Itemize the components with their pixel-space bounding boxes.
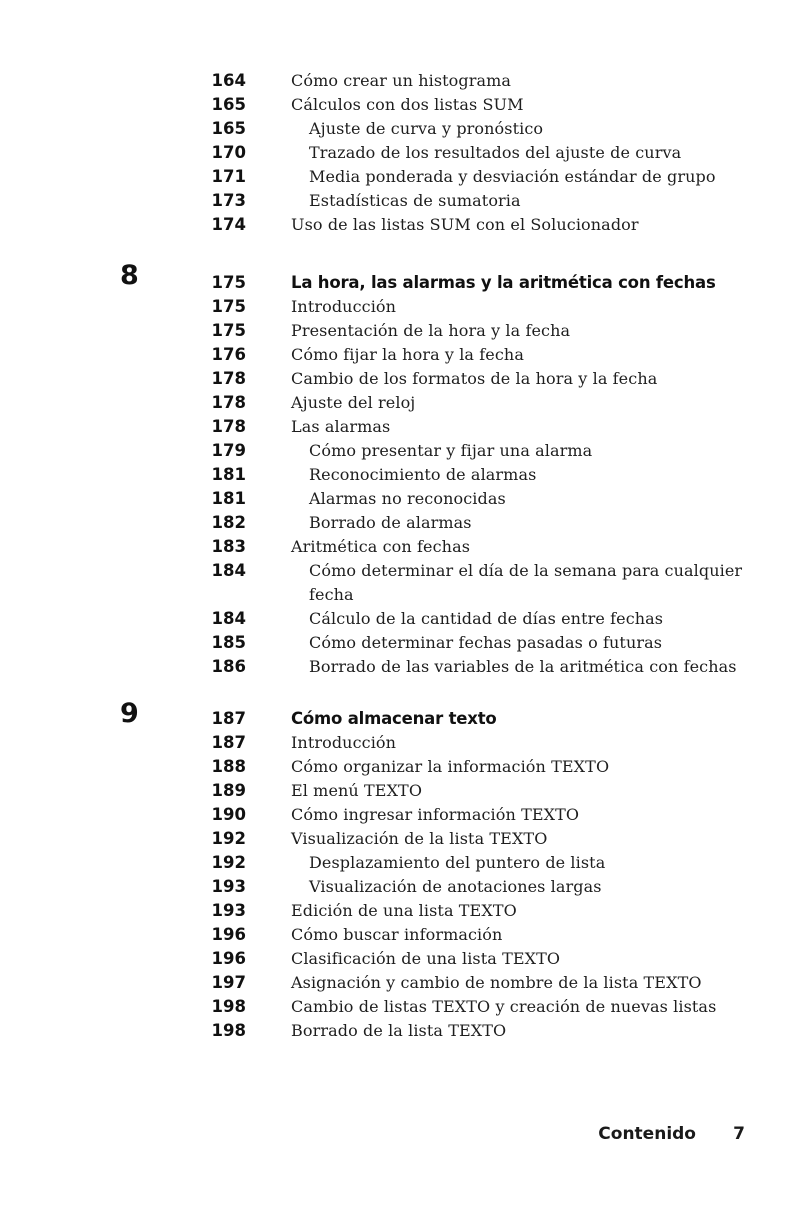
page-number: 196 bbox=[211, 949, 246, 968]
entry-text: Reconocimiento de alarmas bbox=[309, 465, 537, 484]
entry-text: Cómo organizar la información TEXTO bbox=[291, 757, 610, 776]
entry-text: Cómo determinar fechas pasadas o futuras bbox=[309, 633, 663, 652]
page-number: 193 bbox=[211, 901, 246, 920]
toc-row bbox=[0, 439, 793, 463]
page-number: 174 bbox=[211, 215, 246, 234]
entry-text: Cómo determinar el día de la semana para cualquier bbox=[309, 561, 743, 580]
toc-row bbox=[0, 1019, 793, 1043]
page-number: 183 bbox=[211, 537, 246, 556]
toc-row bbox=[0, 487, 793, 511]
toc-chapter-title-row bbox=[0, 707, 793, 731]
toc-chapter-title-row bbox=[0, 271, 793, 295]
page-number: 187 bbox=[211, 733, 246, 752]
toc-chapter-9 bbox=[0, 698, 793, 1043]
page-number: 189 bbox=[211, 781, 246, 800]
toc-row bbox=[0, 511, 793, 535]
page-number: 173 bbox=[211, 191, 246, 210]
toc-row bbox=[0, 607, 793, 631]
toc-row bbox=[0, 295, 793, 319]
entry-text: Cálculos con dos listas SUM bbox=[291, 95, 524, 114]
toc-row bbox=[0, 213, 793, 237]
toc-row bbox=[0, 803, 793, 827]
page-number: 187 bbox=[211, 709, 246, 728]
toc-chapter-8 bbox=[0, 260, 793, 679]
entry-text: Cómo ingresar información TEXTO bbox=[291, 805, 580, 824]
toc-row bbox=[0, 995, 793, 1019]
entry-text: Estadísticas de sumatoria bbox=[309, 191, 521, 210]
page-number: 198 bbox=[211, 1021, 246, 1040]
page-number: 185 bbox=[211, 633, 246, 652]
page-number: 192 bbox=[211, 829, 246, 848]
toc-row bbox=[0, 391, 793, 415]
chapter-number: 9 bbox=[120, 698, 139, 729]
toc-row bbox=[0, 165, 793, 189]
toc-row bbox=[0, 583, 793, 607]
page-number: 188 bbox=[211, 757, 246, 776]
page-number: 186 bbox=[211, 657, 246, 676]
toc-row bbox=[0, 463, 793, 487]
toc-row bbox=[0, 779, 793, 803]
entry-text: Borrado de las variables de la aritmética con fechas bbox=[309, 657, 737, 676]
toc-row bbox=[0, 319, 793, 343]
toc-row bbox=[0, 367, 793, 391]
entry-text: Desplazamiento del puntero de lista bbox=[309, 853, 606, 872]
entry-text: Cambio de listas TEXTO y creación de nuevas listas bbox=[291, 997, 717, 1016]
entry-text: Uso de las listas SUM con el Solucionador bbox=[291, 215, 639, 234]
entry-text: Ajuste de curva y pronóstico bbox=[309, 119, 544, 138]
toc-row bbox=[0, 899, 793, 923]
toc-row bbox=[0, 559, 793, 583]
page-number: 175 bbox=[211, 321, 246, 340]
entry-text: Ajuste del reloj bbox=[291, 393, 416, 412]
page-number: 175 bbox=[211, 297, 246, 316]
toc-row bbox=[0, 851, 793, 875]
page-number: 197 bbox=[211, 973, 246, 992]
chapter-title: Cómo almacenar texto bbox=[291, 709, 497, 728]
page-number: 181 bbox=[211, 489, 246, 508]
entry-text: Visualización de anotaciones largas bbox=[309, 877, 602, 896]
footer-label: Contenido bbox=[598, 1124, 696, 1144]
page-number: 179 bbox=[211, 441, 246, 460]
toc-row bbox=[0, 655, 793, 679]
page-number: 178 bbox=[211, 393, 246, 412]
entry-text: Cálculo de la cantidad de días entre fechas bbox=[309, 609, 664, 628]
page-number: 170 bbox=[211, 143, 246, 162]
page-number: 192 bbox=[211, 853, 246, 872]
toc-block-continued bbox=[0, 69, 793, 237]
toc-row bbox=[0, 189, 793, 213]
toc-row bbox=[0, 117, 793, 141]
page-number: 193 bbox=[211, 877, 246, 896]
footer-page-number: 7 bbox=[733, 1124, 745, 1144]
page-number: 165 bbox=[211, 119, 246, 138]
toc-row bbox=[0, 827, 793, 851]
toc-row bbox=[0, 947, 793, 971]
toc-row bbox=[0, 731, 793, 755]
entry-text: Alarmas no reconocidas bbox=[309, 489, 506, 508]
entry-text: Las alarmas bbox=[291, 417, 391, 436]
entry-text: Cambio de los formatos de la hora y la fecha bbox=[291, 369, 658, 388]
toc-row bbox=[0, 971, 793, 995]
page-footer bbox=[0, 1120, 793, 1148]
entry-text: fecha bbox=[309, 585, 354, 604]
page-number: 190 bbox=[211, 805, 246, 824]
page-number: 178 bbox=[211, 369, 246, 388]
page-number: 184 bbox=[211, 609, 246, 628]
toc-row bbox=[0, 755, 793, 779]
entry-text: Clasificación de una lista TEXTO bbox=[291, 949, 561, 968]
entry-text: Cómo buscar información bbox=[291, 925, 503, 944]
toc-row bbox=[0, 93, 793, 117]
entry-text: Visualización de la lista TEXTO bbox=[291, 829, 548, 848]
entry-text: Aritmética con fechas bbox=[291, 537, 471, 556]
page-number: 165 bbox=[211, 95, 246, 114]
page-number: 182 bbox=[211, 513, 246, 532]
page-number: 176 bbox=[211, 345, 246, 364]
toc-row bbox=[0, 875, 793, 899]
entry-text: Trazado de los resultados del ajuste de curva bbox=[309, 143, 682, 162]
entry-text: Borrado de alarmas bbox=[309, 513, 472, 532]
entry-text: Media ponderada y desviación estándar de grupo bbox=[309, 167, 716, 186]
entry-text: El menú TEXTO bbox=[291, 781, 423, 800]
toc-row bbox=[0, 923, 793, 947]
entry-text: Edición de una lista TEXTO bbox=[291, 901, 517, 920]
entry-text: Asignación y cambio de nombre de la lista TEXTO bbox=[291, 973, 702, 992]
entry-text: Cómo crear un histograma bbox=[291, 71, 512, 90]
page-number: 164 bbox=[211, 71, 246, 90]
entry-text: Cómo fijar la hora y la fecha bbox=[291, 345, 524, 364]
toc-row bbox=[0, 141, 793, 165]
entry-text: Introducción bbox=[291, 733, 397, 752]
chapter-title: La hora, las alarmas y la aritmética con fechas bbox=[291, 273, 716, 292]
toc-row bbox=[0, 343, 793, 367]
toc-row bbox=[0, 415, 793, 439]
entry-text: Presentación de la hora y la fecha bbox=[291, 321, 571, 340]
entry-text: Introducción bbox=[291, 297, 397, 316]
page-number: 178 bbox=[211, 417, 246, 436]
page-number: 196 bbox=[211, 925, 246, 944]
toc-row bbox=[0, 535, 793, 559]
page-number: 198 bbox=[211, 997, 246, 1016]
toc-row bbox=[0, 69, 793, 93]
entry-text: Cómo presentar y fijar una alarma bbox=[309, 441, 593, 460]
page-number: 171 bbox=[211, 167, 246, 186]
entry-text: Borrado de la lista TEXTO bbox=[291, 1021, 507, 1040]
toc-row bbox=[0, 631, 793, 655]
page-number: 184 bbox=[211, 561, 246, 580]
chapter-number: 8 bbox=[120, 260, 139, 291]
page-number: 181 bbox=[211, 465, 246, 484]
page-number: 175 bbox=[211, 273, 246, 292]
